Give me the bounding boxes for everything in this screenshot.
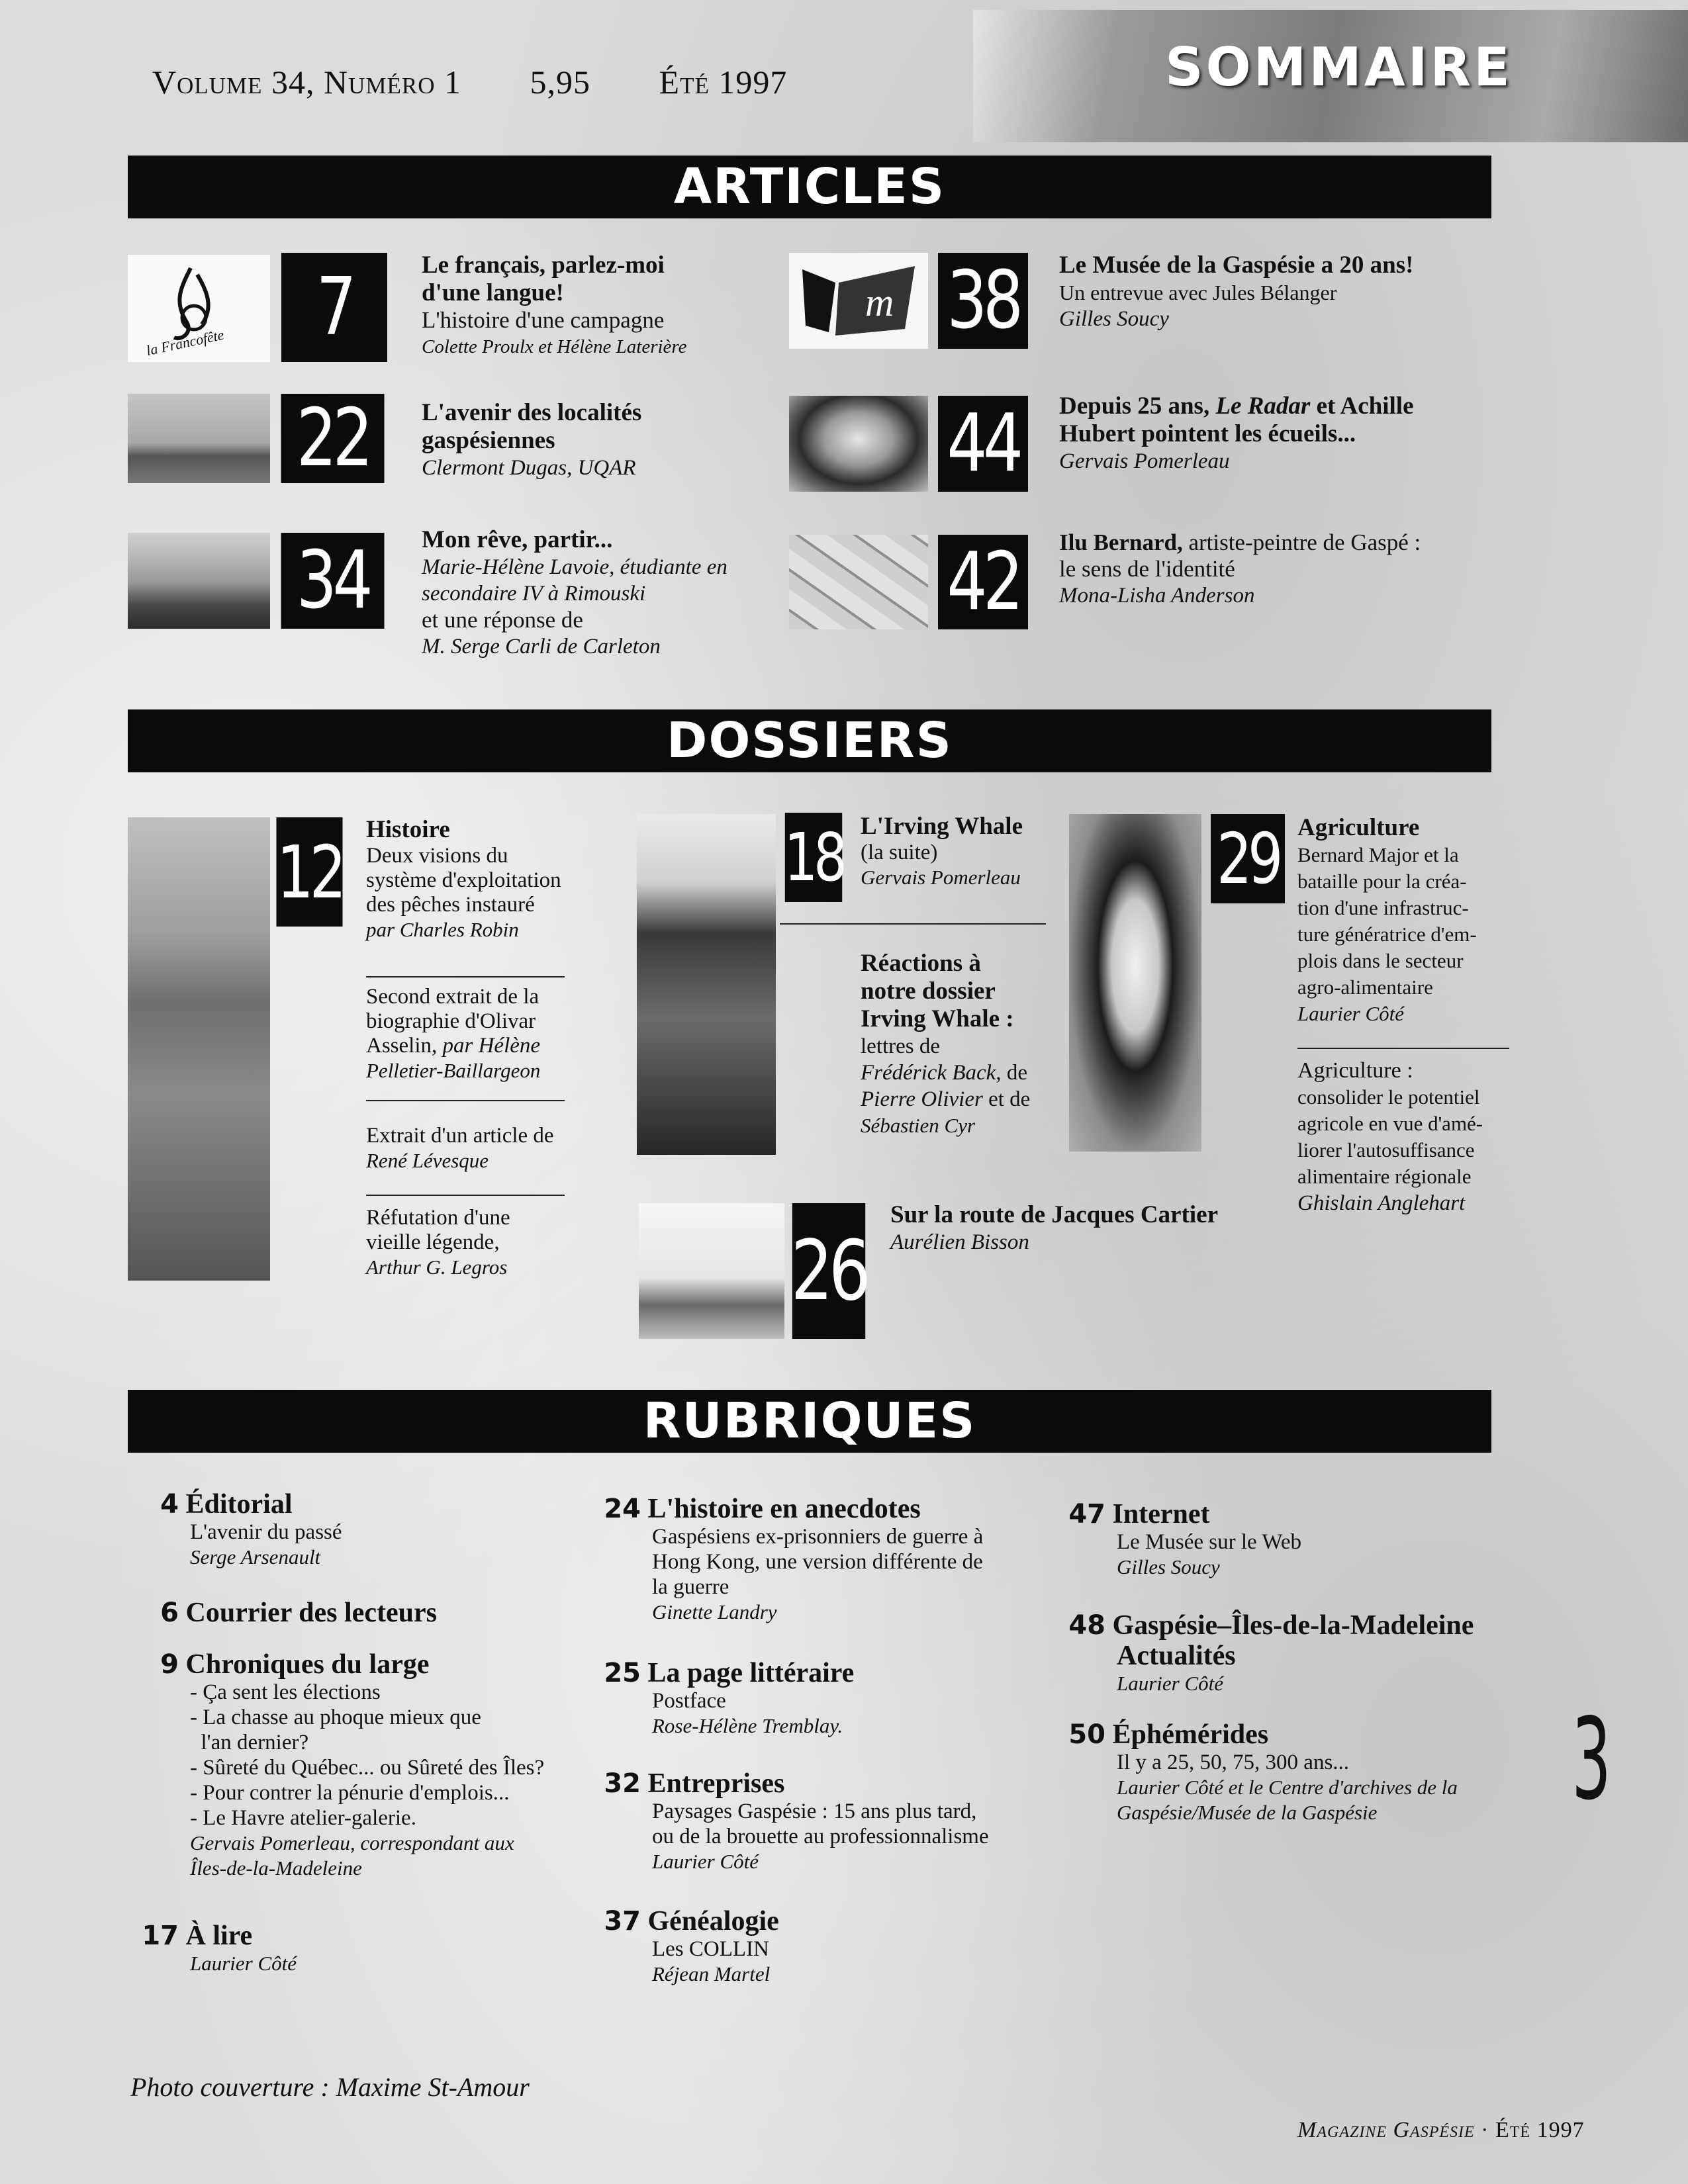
rubrique-subtitle: - La chasse au phoque mieux que bbox=[190, 1706, 481, 1729]
article-title-line: Le français, parlez-moi bbox=[422, 251, 665, 279]
footer-issue: Été 1997 bbox=[1495, 2118, 1585, 2142]
dossier-author: Pelletier-Baillargeon bbox=[366, 1059, 541, 1082]
dossier-desc: tion d'une infrastruc- bbox=[1297, 896, 1469, 919]
dossier-desc: alimentaire régionale bbox=[1297, 1165, 1472, 1188]
dossier-author: Ghislain Anglehart bbox=[1297, 1191, 1466, 1215]
rubrique-author: Ginette Landry bbox=[652, 1600, 777, 1623]
dossier-title: Irving Whale : bbox=[861, 1005, 1014, 1032]
dossier-desc-part: Asselin, bbox=[366, 1034, 443, 1058]
article-author: secondaire IV à Rimouski bbox=[422, 582, 646, 606]
dossier-entry bbox=[1297, 1058, 1483, 1216]
dossier-author: René Lévesque bbox=[366, 1149, 489, 1172]
season: Été 1997 bbox=[659, 64, 788, 101]
volume-number: Volume 34, Numéro 1 bbox=[152, 64, 462, 101]
dossier-title: L'Irving Whale bbox=[861, 813, 1023, 840]
article-entry bbox=[422, 251, 687, 360]
rubrique-entry bbox=[591, 1658, 854, 1739]
rubrique-subtitle: L'avenir du passé bbox=[190, 1520, 342, 1544]
rubrique-page-number: 50 bbox=[1068, 1719, 1105, 1750]
dossier-author: par Charles Robin bbox=[366, 918, 519, 941]
rubrique-page-number: 9 bbox=[160, 1649, 179, 1680]
article-title-line: Le Musée de la Gaspésie a 20 ans! bbox=[1059, 251, 1414, 279]
article-subtitle: et une réponse de bbox=[422, 607, 583, 633]
rubrique-title: La page littéraire bbox=[647, 1658, 855, 1688]
dossier-entry bbox=[861, 813, 1023, 889]
dossiers-heading: DOSSIERS bbox=[128, 709, 1491, 772]
article-subtitle: Un entrevue avec Jules Bélanger bbox=[1059, 281, 1337, 304]
dossier-desc: bataille pour la créa- bbox=[1297, 870, 1467, 893]
rubrique-subtitle: Postface bbox=[652, 1689, 726, 1713]
rubrique-page-number: 37 bbox=[604, 1906, 641, 1936]
dossier-title: Agriculture bbox=[1297, 814, 1420, 841]
footer-magazine bbox=[1297, 2118, 1585, 2143]
dossier-desc: plois dans le secteur bbox=[1297, 949, 1464, 972]
rubrique-entry bbox=[129, 1489, 342, 1570]
article-title-line: L'avenir des localités bbox=[422, 399, 642, 426]
dossier-desc: système d'exploitation bbox=[366, 868, 561, 892]
rubrique-page-number: 17 bbox=[142, 1921, 179, 1951]
rubrique-page-number: 4 bbox=[160, 1489, 179, 1520]
dossier-desc bbox=[861, 1060, 1030, 1086]
dossier-author: par Hélène bbox=[442, 1034, 541, 1058]
rubrique-title: Chroniques du large bbox=[185, 1649, 430, 1680]
photo-credit: Photo couverture : Maxime St-Amour bbox=[130, 2072, 530, 2102]
dossier-title: Réactions à bbox=[861, 950, 981, 977]
article-author: Mona-Lisha Anderson bbox=[1059, 584, 1255, 608]
dossier-entry bbox=[366, 816, 561, 942]
rubrique-author: Laurier Côté bbox=[1117, 1672, 1224, 1695]
article-title-rest: artiste-peintre de Gaspé : bbox=[1182, 529, 1421, 555]
dossier-desc: consolider le potentiel bbox=[1297, 1085, 1480, 1109]
rubrique-entry bbox=[1056, 1499, 1301, 1580]
rubrique-title: Éditorial bbox=[185, 1489, 293, 1520]
article-title-part: et Achille bbox=[1310, 392, 1414, 420]
rubrique-title: L'histoire en anecdotes bbox=[647, 1494, 921, 1524]
dossier-entry bbox=[861, 950, 1030, 1139]
article-title-line bbox=[1059, 392, 1414, 420]
dossier-desc: Agriculture : bbox=[1297, 1058, 1413, 1083]
rubrique-page-number: 24 bbox=[604, 1494, 641, 1524]
article-title-line: Hubert pointent les écueils... bbox=[1059, 420, 1356, 447]
article-title-part: Depuis 25 ans, bbox=[1059, 392, 1216, 420]
dossier-desc: Réfutation d'une bbox=[366, 1206, 510, 1230]
rubrique-entry bbox=[129, 1649, 544, 1881]
dossier-entry bbox=[890, 1201, 1218, 1255]
ship-wreck-photo bbox=[637, 814, 776, 1155]
rubrique-title: Généalogie bbox=[647, 1906, 779, 1936]
article-page-number: 42 bbox=[938, 535, 1028, 629]
divider bbox=[366, 1195, 565, 1196]
rubrique-subtitle: - Le Havre atelier-galerie. bbox=[190, 1806, 416, 1830]
rubrique-author: Îles-de-la-Madeleine bbox=[190, 1856, 362, 1880]
rubrique-entry bbox=[129, 1598, 437, 1628]
dossier-desc: agricole en vue d'amé- bbox=[1297, 1112, 1483, 1135]
rubrique-title: Entreprises bbox=[647, 1768, 785, 1799]
rubrique-subtitle: - Sûreté du Québec... ou Sûreté des Îles? bbox=[190, 1756, 545, 1780]
article-author: Colette Proulx et Hélène Laterière bbox=[422, 336, 687, 357]
dossier-title: Sur la route de Jacques Cartier bbox=[890, 1201, 1219, 1228]
rubrique-title: Gaspésie–Îles-de-la-Madeleine bbox=[1112, 1610, 1474, 1641]
dossier-title: Histoire bbox=[366, 816, 450, 843]
fisherman-photo bbox=[128, 817, 270, 1281]
dossier-desc: lettres de bbox=[861, 1034, 941, 1058]
rubrique-subtitle: Hong Kong, une version différente de bbox=[652, 1550, 983, 1574]
dossier-subtitle: (la suite) bbox=[861, 841, 938, 864]
svg-text:m: m bbox=[865, 281, 894, 324]
article-author: Gervais Pomerleau bbox=[1059, 449, 1230, 473]
rubrique-entry bbox=[591, 1494, 983, 1625]
divider bbox=[366, 1100, 565, 1101]
dossier-desc-part: , de bbox=[996, 1061, 1027, 1085]
dossier-author: Arthur G. Legros bbox=[366, 1255, 508, 1279]
article-title-bold: Ilu Bernard, bbox=[1059, 529, 1183, 555]
rubrique-page-number: 32 bbox=[604, 1768, 641, 1799]
rubrique-page-number: 47 bbox=[1068, 1499, 1105, 1529]
dossier-desc: Deux visions du bbox=[366, 844, 508, 868]
dossier-entry bbox=[366, 1124, 554, 1173]
rubrique-entry bbox=[591, 1768, 989, 1874]
magazine-name: Magazine Gaspésie bbox=[1297, 2118, 1475, 2142]
rubrique-subtitle: la guerre bbox=[652, 1575, 729, 1599]
article-title-line: gaspésiennes bbox=[422, 427, 555, 454]
dossier-desc: ture génératrice d'em- bbox=[1297, 923, 1477, 946]
article-page-number: 34 bbox=[281, 533, 385, 629]
dossier-desc: biographie d'Olivar bbox=[366, 1009, 536, 1033]
dossier-author: Sébastien Cyr bbox=[861, 1114, 976, 1137]
rubrique-author: Laurier Côté bbox=[652, 1850, 759, 1873]
sommaire-title: SOMMAIRE bbox=[1165, 36, 1513, 98]
footer-separator: · bbox=[1481, 2118, 1489, 2142]
dossier-title: notre dossier bbox=[861, 978, 996, 1005]
article-entry bbox=[1059, 529, 1421, 609]
article-entry bbox=[1059, 392, 1414, 475]
article-title-radar: Le Radar bbox=[1215, 392, 1311, 420]
dossier-desc: Bernard Major et la bbox=[1297, 843, 1459, 866]
dossier-desc bbox=[861, 1086, 1030, 1113]
dossier-desc-part: et de bbox=[982, 1087, 1031, 1111]
rubrique-title: Actualités bbox=[1117, 1641, 1236, 1671]
shore-photo bbox=[128, 533, 270, 629]
rubrique-subtitle: Le Musée sur le Web bbox=[1117, 1530, 1301, 1554]
price: 5,95 bbox=[530, 64, 591, 101]
dossier-desc: vieille légende, bbox=[366, 1230, 500, 1254]
article-author: M. Serge Carli de Carleton bbox=[422, 635, 661, 659]
rubrique-author: Laurier Côté bbox=[190, 1952, 297, 1975]
article-author: Clermont Dugas, UQAR bbox=[422, 456, 636, 480]
dossier-page-number: 29 bbox=[1211, 814, 1285, 903]
dossier-author: Laurier Côté bbox=[1297, 1002, 1405, 1025]
dossier-author: Gervais Pomerleau bbox=[861, 866, 1021, 889]
article-author: Gilles Soucy bbox=[1059, 307, 1169, 331]
rubrique-entry bbox=[129, 1921, 297, 1976]
article-page-number: 44 bbox=[938, 396, 1028, 492]
divider bbox=[1297, 1048, 1509, 1049]
sailboat-photo bbox=[639, 1203, 784, 1339]
rubrique-subtitle: Il y a 25, 50, 75, 300 ans... bbox=[1117, 1751, 1350, 1774]
issue-info bbox=[152, 63, 847, 101]
rubrique-subtitle: l'an dernier? bbox=[190, 1731, 309, 1754]
rubrique-author: Gaspésie/Musée de la Gaspésie bbox=[1117, 1801, 1378, 1824]
rubrique-author: Laurier Côté et le Centre d'archives de la bbox=[1117, 1776, 1458, 1799]
dossier-entry bbox=[1297, 814, 1477, 1027]
dossier-page-number: 18 bbox=[785, 813, 842, 902]
rubrique-subtitle: Gaspésiens ex-prisonniers de guerre à bbox=[652, 1525, 984, 1549]
dossier-desc: Second extrait de la bbox=[366, 985, 539, 1009]
page-number: 3 bbox=[1571, 1694, 1611, 1825]
dossier-desc: des pêches instauré bbox=[366, 893, 535, 917]
rubrique-author: Gilles Soucy bbox=[1117, 1555, 1220, 1578]
article-author: Marie-Hélène Lavoie, étudiante en bbox=[422, 555, 727, 579]
article-title-line bbox=[1059, 529, 1421, 556]
rubrique-title: Éphémérides bbox=[1112, 1719, 1269, 1750]
rubrique-subtitle: ou de la brouette au professionnalisme bbox=[652, 1825, 989, 1848]
article-subtitle: L'histoire d'une campagne bbox=[422, 307, 665, 333]
rubrique-author: Gervais Pomerleau, correspondant aux bbox=[190, 1831, 514, 1854]
article-page-number: 7 bbox=[281, 253, 387, 362]
rubrique-page-number: 48 bbox=[1068, 1610, 1105, 1641]
dossier-author: Pierre Olivier bbox=[861, 1087, 983, 1111]
dossier-desc bbox=[366, 1034, 540, 1058]
rubriques-heading: RUBRIQUES bbox=[128, 1390, 1491, 1453]
article-page-number: 22 bbox=[281, 394, 385, 483]
cow-photo bbox=[1069, 814, 1201, 1152]
rubrique-subtitle: - Pour contrer la pénurie d'emplois... bbox=[190, 1781, 510, 1805]
rubrique-entry bbox=[1056, 1610, 1474, 1696]
rubrique-title: Courrier des lecteurs bbox=[185, 1598, 437, 1628]
article-subtitle: le sens de l'identité bbox=[1059, 556, 1235, 582]
article-entry bbox=[422, 399, 641, 481]
musee-logo bbox=[789, 253, 928, 349]
dossier-desc: Extrait d'un article de bbox=[366, 1124, 554, 1148]
rubrique-author: Rose-Hélène Tremblay. bbox=[652, 1714, 843, 1737]
rubrique-author: Serge Arsenault bbox=[190, 1545, 321, 1569]
article-page-number: 38 bbox=[938, 253, 1028, 349]
rubrique-subtitle: - Ça sent les élections bbox=[190, 1680, 381, 1704]
rubrique-subtitle: Paysages Gaspésie : 15 ans plus tard, bbox=[652, 1799, 977, 1823]
dossier-desc: agro-alimentaire bbox=[1297, 976, 1433, 999]
painting-photo bbox=[789, 535, 928, 629]
article-title-line: d'une langue! bbox=[422, 279, 564, 306]
francofete-logo-text: la Francofête bbox=[144, 326, 226, 359]
divider bbox=[366, 976, 565, 978]
dossier-page-number: 26 bbox=[792, 1203, 865, 1339]
dossier-desc: liorer l'autosuffisance bbox=[1297, 1138, 1475, 1161]
rubrique-page-number: 25 bbox=[604, 1658, 641, 1688]
article-entry bbox=[1059, 251, 1413, 332]
rubrique-entry bbox=[591, 1906, 779, 1987]
dossier-entry bbox=[366, 1206, 510, 1279]
article-entry bbox=[422, 526, 727, 660]
articles-heading: ARTICLES bbox=[128, 156, 1491, 218]
rubrique-page-number: 6 bbox=[160, 1598, 179, 1628]
portrait-photo bbox=[789, 396, 928, 492]
rubrique-title: À lire bbox=[185, 1921, 253, 1951]
divider bbox=[780, 923, 1046, 925]
dossier-author: Aurélien Bisson bbox=[890, 1230, 1029, 1254]
dossier-page-number: 12 bbox=[277, 817, 343, 927]
rubrique-author: Réjean Martel bbox=[652, 1962, 771, 1985]
article-title-line: Mon rêve, partir... bbox=[422, 526, 613, 553]
ship-photo bbox=[128, 394, 270, 483]
rubrique-title: Internet bbox=[1112, 1499, 1210, 1529]
rubrique-subtitle: Les COLLIN bbox=[652, 1937, 769, 1961]
dossier-author: Frédérick Back bbox=[861, 1061, 996, 1085]
rubrique-entry bbox=[1056, 1719, 1458, 1825]
dossier-entry bbox=[366, 985, 540, 1083]
